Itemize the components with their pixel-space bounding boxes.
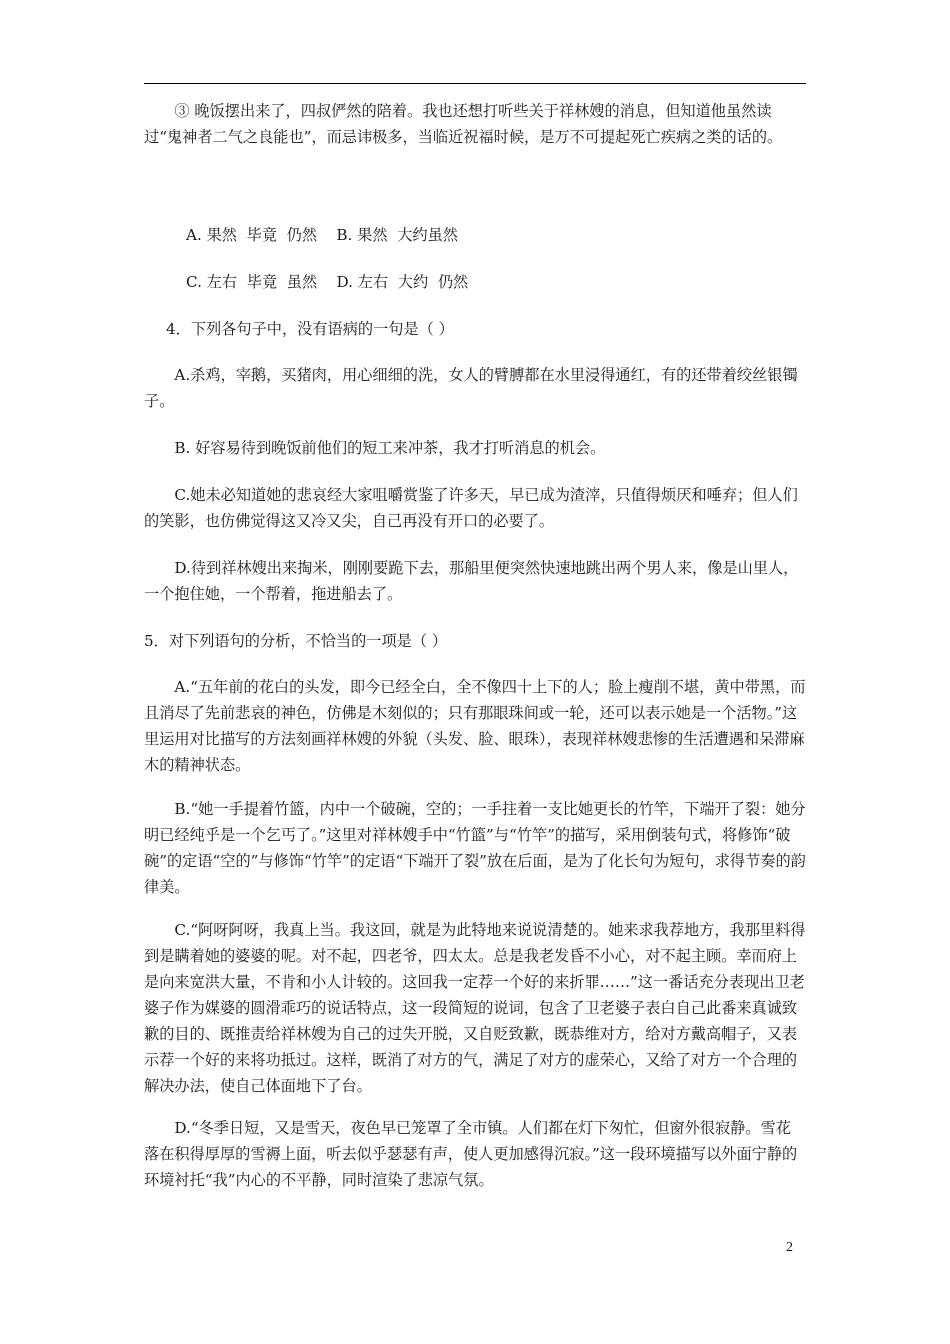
paragraph-3: ③ 晚饭摆出来了，四叔俨然的陪着。我也还想打听些关于祥林嫂的消息，但知道他虽然读过“鬼神者二气之良能也”，而忌讳极多，当临近祝福时候，是万不可提起死亡疾病之类的话的。 [144,102,783,146]
q5-option-c: C.“阿呀阿呀，我真上当。我这回，就是为此特地来说说清楚的。她来求我荐地方，我那里料得到是瞒着她的婆婆的呢。对不起，四老爷，四太太。总是我老发昏不小心，对不起主顾。幸而府上是向来宽洪大量，不肯和小人计较的。这回我一定荐一个好的来折罪……”这一番话充分表现出卫老婆子作为媒婆的圆滑乖巧的说话特点，这一段简短的说词，包含了卫老婆子表白自己此番来真诚致歉的目的、既推责给祥林嫂为自己的过失开脱，又自贬致歉，既恭维对方，给对方戴高帽子，又表示荐一个好的来将功抵过。这样，既消了对方的气，满足了对方的虚荣心，又给了对方一个合理的解决办法，使自己体面地下了台。 [144,921,806,1095]
q5-option-b: B.“她一手提着竹篮，内中一个破碗，空的；一手拄着一支比她更长的竹竿，下端开了裂：她分明已经纯乎是一个乞丐了。”这里对祥林嫂手中“竹篮”与“竹竿”的描写，采用倒装句式，将修饰“破碗”的定语“空的”与修饰“竹竿”的定语“下端开了裂”放在后面，是为了化长句为短句，求得节奏的韵律美。 [144,800,806,896]
q4-option-d: D.待到祥林嫂出来掏米，刚刚要跪下去，那船里便突然快速地跳出两个男人来，像是山里人，一个抱住她，一个帮着，拖进船去了。 [144,559,799,603]
q4-option-a: A.杀鸡，宰鹅，买猪肉，用心细细的洗，女人的臂膊都在水里浸得通红，有的还带着绞丝银镯子。 [144,366,798,410]
q4-stem: 4．下列各句子中，没有语病的一句是（ ） [166,320,454,338]
q5-option-a: A.“五年前的花白的头发，即今已经全白，全不像四十上下的人；脸上瘦削不堪，黄中带黑，而且消尽了先前悲哀的神色，仿佛是木刻似的；只有那眼珠间或一轮，还可以表示她是一个活物。”这里运用对比描写的方法刻画祥林嫂的外貌（头发、脸、眼珠），表现祥林嫂悲惨的生活遭遇和呆滞麻木的精神状态。 [144,678,806,774]
q5-stem: 5．对下列语句的分析，不恰当的一项是（ ） [144,632,448,650]
q5-option-d: D.“冬季日短，又是雪天，夜色早已笼罩了全市镇。人们都在灯下匆忙，但窗外很寂静。雪花落在积得厚厚的雪褥上面，听去似乎瑟瑟有声，使人更加感得沉寂。”这一段环境描写以外面宁静的环境衬托“我”内心的不平静，同时渲染了悲凉气氛。 [144,1119,798,1189]
q3-options-row2: C. 左右 毕竟 虽然 D. 左右 大约 仍然 [186,273,469,291]
page-number: 2 [786,1240,793,1255]
header-rule [144,83,806,84]
q4-option-c: C.她未必知道她的悲哀经大家咀嚼赏鉴了许多天，早已成为渣滓，只值得烦厌和唾弃；但人们的笑影，也仿佛觉得这又冷又尖，自己再没有开口的必要了。 [144,486,798,530]
q3-options-row1: A. 果然 毕竟 仍然 B. 果然 大约虽然 [186,226,458,244]
q4-option-b: B. 好容易待到晚饭前他们的短工来冲茶，我才打听消息的机会。 [174,439,606,457]
